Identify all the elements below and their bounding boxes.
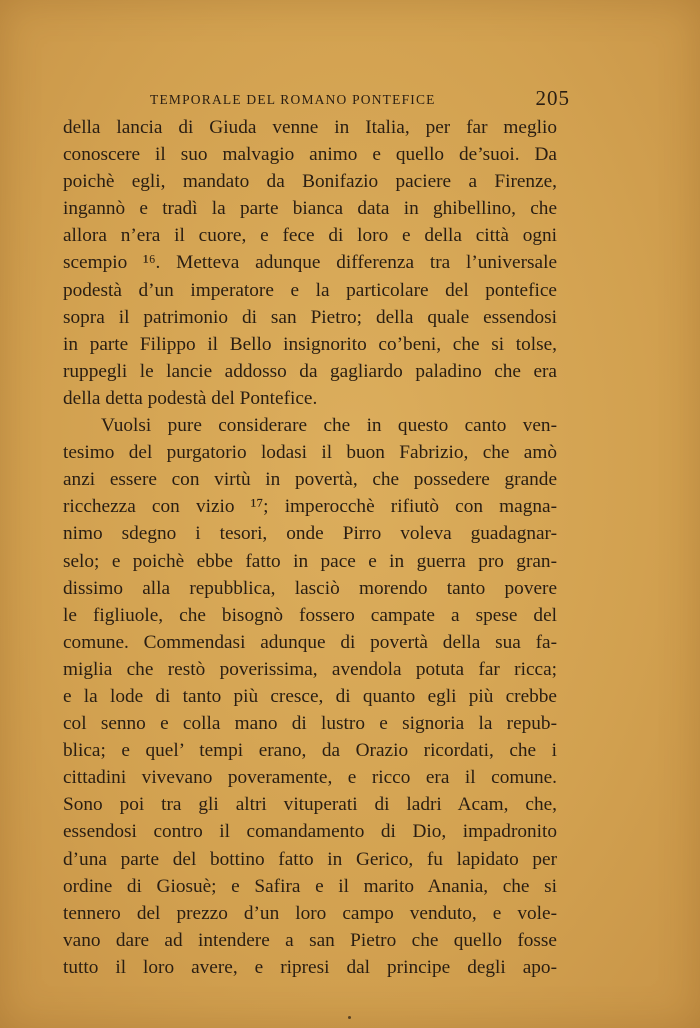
running-head (150, 88, 570, 114)
text-line: cittadini vivevano poveramente, e ricco era il comune. (63, 767, 557, 789)
text-line: d’una parte del bottino fatto in Gerico, fu lapidato per (63, 848, 557, 870)
text-line: conoscere il suo malvagio animo e quello de’suoi. Da (63, 144, 557, 166)
text-line: essendosi contro il comandamento di Dio, impadronito (63, 821, 557, 843)
text-line: e la lode di tanto più cresce, di quanto egli più crebbe (63, 685, 557, 707)
paragraph-first-line: Vuolsi pure considerare che in questo canto ven- (101, 415, 557, 437)
text-line: ordine di Giosuè; e Safira e il marito Anania, che si (63, 875, 557, 897)
body-text (63, 114, 557, 981)
text-line: tutto il loro avere, e ripresi dal principe degli apo- (63, 956, 557, 978)
text-line: della lancia di Giuda venne in Italia, per far meglio (63, 117, 557, 138)
text-line: della detta podestà del Pontefice. (63, 387, 318, 409)
text-line: comune. Commendasi adunque di povertà della sua fa- (63, 631, 557, 653)
text-line: sopra il patrimonio di san Pietro; della quale essendosi (63, 306, 557, 328)
text-line: vano dare ad intendere a san Pietro che quello fosse (63, 929, 557, 951)
text-line: miglia che restò poverissima, avendola potuta far ricca; (63, 658, 557, 680)
text-line: col senno e colla mano di lustro e signoria la repub- (63, 713, 557, 735)
text-line: blica; e quel’ tempi erano, da Orazio ricordati, che i (63, 740, 557, 762)
text-line: tesimo del purgatorio lodasi il buon Fabrizio, che amò (63, 442, 557, 464)
text-line: in parte Filippo il Bello insignorito co’beni, che si tolse, (63, 333, 557, 355)
text-line: scempio ¹⁶. Metteva adunque differenza tra l’universale (63, 252, 557, 274)
running-title: TEMPORALE DEL ROMANO PONTEFICE (150, 92, 436, 107)
text-line: podestà d’un imperatore e la particolare del pontefice (63, 279, 557, 301)
text-line: ricchezza con vizio ¹⁷; imperocchè rifiutò con magna- (63, 496, 557, 518)
text-line: Sono poi tra gli altri vituperati di ladri Acam, che, (63, 794, 557, 816)
text-line: tennero del prezzo d’un loro campo venduto, e vole- (63, 902, 557, 924)
text-line: ingannò e tradì la parte bianca data in ghibellino, che (63, 198, 557, 220)
text-line: allora n’era il cuore, e fece di loro e della città ogni (63, 225, 557, 247)
margin-dot (348, 1016, 351, 1019)
text-line: le figliuole, che bisognò fossero campate a spese del (63, 604, 557, 626)
page-number: 205 (535, 86, 570, 110)
text-line: selo; e poichè ebbe fatto in pace e in guerra pro gran- (63, 550, 557, 572)
text-line: anzi essere con virtù in povertà, che possedere grande (63, 469, 557, 491)
text-line: ruppegli le lancie addosso da gagliardo paladino che era (63, 360, 557, 382)
text-line: nimo sdegno i tesori, onde Pirro voleva guadagnar- (63, 523, 557, 545)
text-line: poichè egli, mandato da Bonifazio paciere a Firenze, (63, 171, 557, 193)
text-line: dissimo alla repubblica, lasciò morendo tanto povere (63, 577, 557, 599)
